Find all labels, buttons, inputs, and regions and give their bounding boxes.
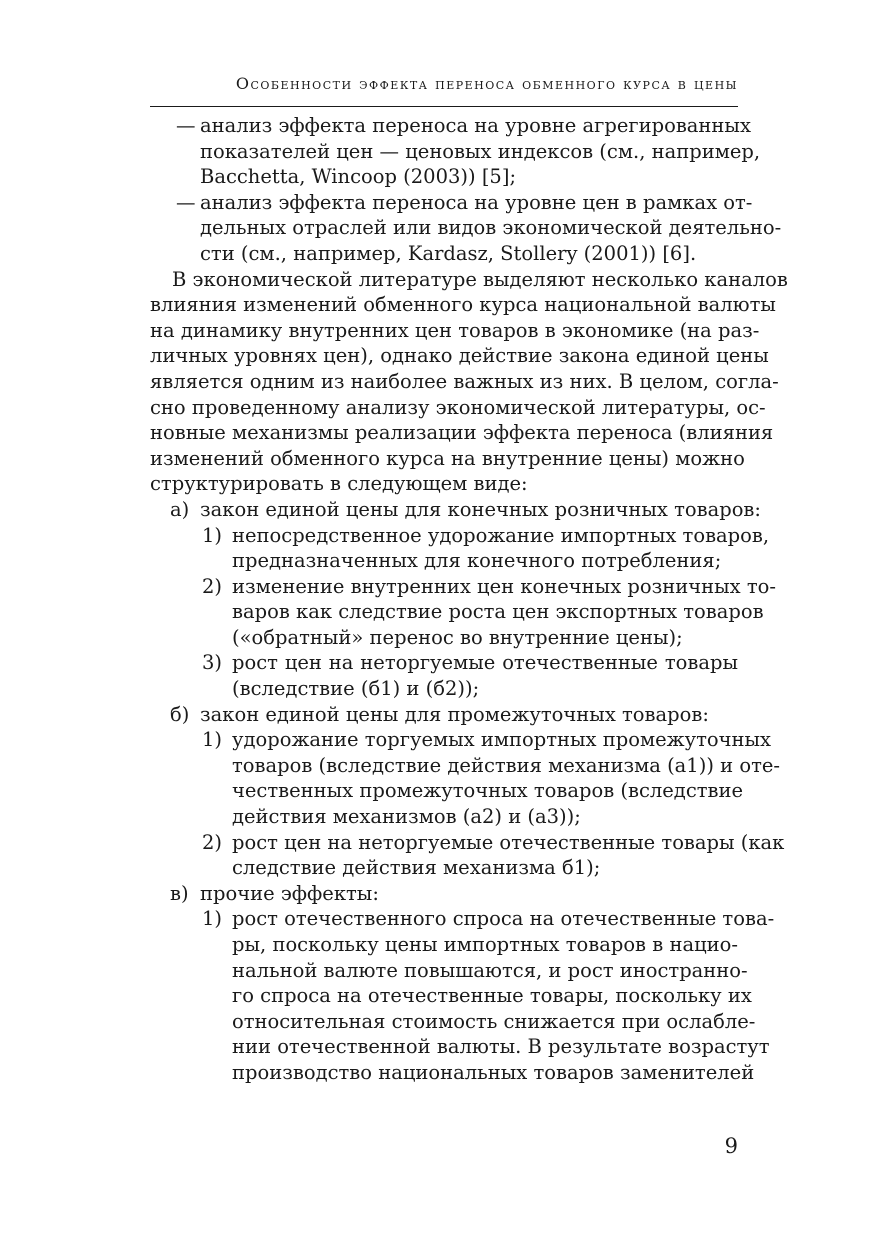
list-item-c1: [150, 906, 775, 1085]
list-item-a: [150, 497, 761, 523]
text-line: закон единой цены для промежуточных товаров:: [200, 702, 709, 726]
text-line: прочие эффекты:: [200, 881, 379, 905]
paragraph: [150, 267, 788, 497]
list-item-a2: [150, 574, 776, 651]
text-line: товаров (вследствие действия механизма (а1)) и оте-: [232, 753, 780, 777]
dash-marker: —: [176, 114, 196, 137]
text-line: Bacchetta, Wincoop (2003)) [5];: [200, 165, 517, 189]
list-marker: 1): [202, 523, 223, 547]
text-line: показателей цен — ценовых индексов (см., например,: [200, 139, 761, 163]
text-line: сти (см., например, Kardasz, Stollery (2001)) [6].: [200, 241, 697, 265]
text-line: анализ эффекта переноса на уровне агрегированных: [200, 114, 751, 137]
list-item-a3: [150, 650, 738, 701]
list-marker: 1): [202, 728, 223, 752]
text-line: В экономической литературе выделяют несколько каналов: [172, 267, 788, 291]
text-line: («обратный» перенос во внутренние цены);: [232, 625, 683, 649]
dash-marker: —: [176, 190, 196, 214]
text-line: является одним из наиболее важных из них. В целом, согла-: [150, 369, 779, 393]
list-item-b1: [150, 727, 780, 829]
text-line: (вследствие (б1) и (б2));: [232, 677, 480, 701]
text-line: на динамику внутренних цен товаров в экономике (на раз-: [150, 318, 760, 342]
list-item-b2: [150, 830, 785, 881]
list-marker: 2): [202, 830, 223, 854]
text-line: новные механизмы реализации эффекта переноса (влияния: [150, 421, 774, 445]
list-marker: 1): [202, 907, 223, 931]
text-line: непосредственное удорожание импортных товаров,: [232, 523, 770, 547]
text-line: изменение внутренних цен конечных розничных то-: [232, 574, 776, 598]
list-item-b: [150, 702, 738, 728]
running-header: Особенности эффекта переноса обменного курса в цены: [150, 70, 738, 107]
text-line: варов как следствие роста цен экспортных товаров: [232, 600, 764, 624]
list-item-c: [150, 881, 738, 907]
text-line: ры, поскольку цены импортных товаров в нацио-: [232, 933, 738, 956]
text-line: следствие действия механизма б1);: [232, 856, 601, 880]
text-line: го спроса на отечественные товары, поскольку их: [232, 984, 752, 1008]
text-line: рост цен на неторгуемые отечественные товары: [232, 651, 738, 675]
body-text: [150, 113, 788, 1086]
text-line: дельных отраслей или видов экономической деятельно-: [200, 216, 782, 240]
text-line: относительная стоимость снижается при ослабле-: [232, 1009, 756, 1033]
list-marker: а): [170, 497, 190, 521]
text-line: анализ эффекта переноса на уровне цен в рамках от-: [200, 190, 753, 214]
text-line: влияния изменений обменного курса национальной валюты: [150, 293, 776, 317]
book-page: [150, 70, 788, 1086]
dash-list-item: [150, 113, 761, 190]
text-line: структурировать в следующем виде:: [150, 472, 528, 496]
text-line: производство национальных товаров заменителей: [232, 1060, 755, 1084]
list-marker: 2): [202, 574, 223, 598]
text-line: нии отечественной валюты. В результате возрастут: [232, 1035, 770, 1059]
text-line: сно проведенному анализу экономической литературы, ос-: [150, 395, 766, 419]
text-line: закон единой цены для конечных розничных товаров:: [200, 497, 761, 521]
text-line: рост отечественного спроса на отечественные това-: [232, 907, 775, 931]
text-line: изменений обменного курса на внутренние цены) можно: [150, 446, 745, 470]
text-line: действия механизмов (а2) и (а3));: [232, 805, 581, 829]
text-line: предназначенных для конечного потребления;: [232, 549, 722, 573]
text-line: удорожание торгуемых импортных промежуточных: [232, 728, 772, 752]
text-line: чественных промежуточных товаров (вследствие: [232, 779, 744, 803]
page-number: 9: [724, 1134, 738, 1158]
text-line: личных уровнях цен), однако действие закона единой цены: [150, 344, 769, 368]
list-item-a1: [150, 523, 770, 574]
list-marker: в): [170, 881, 189, 905]
text-line: нальной валюте повышаются, и рост иностранно-: [232, 958, 748, 982]
text-line: рост цен на неторгуемые отечественные товары (как: [232, 830, 785, 854]
list-marker: б): [170, 702, 190, 726]
list-marker: 3): [202, 651, 223, 675]
dash-list-item: [150, 190, 782, 267]
